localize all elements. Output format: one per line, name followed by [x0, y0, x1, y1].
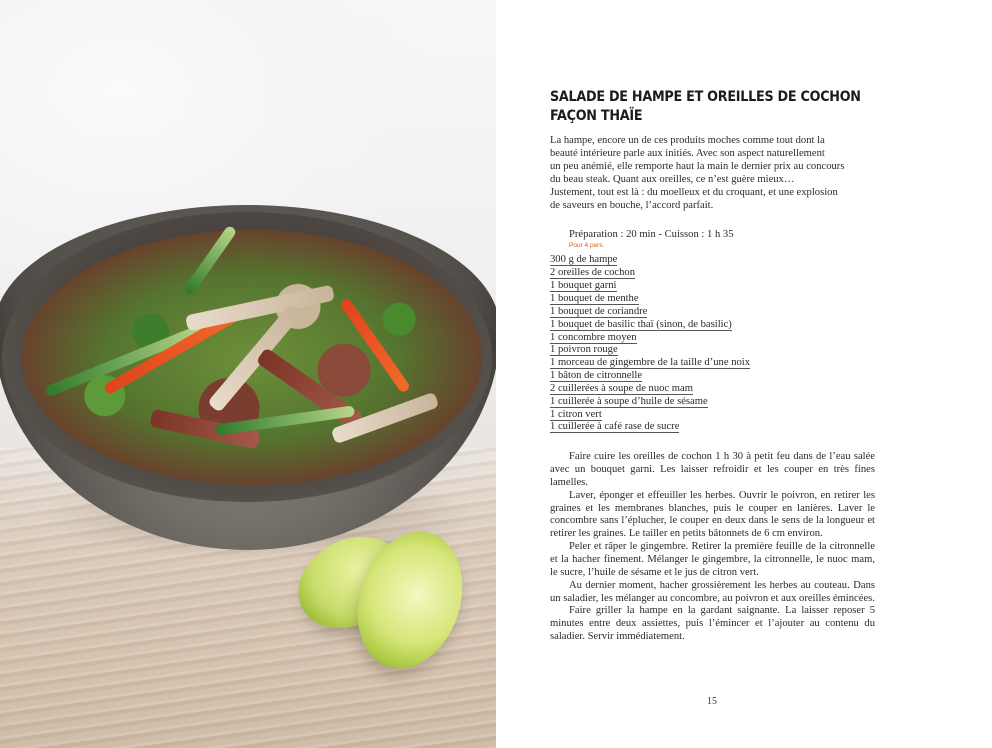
ingredient-link[interactable]: 2 oreilles de cochon — [550, 267, 636, 279]
ingredient-item[interactable] — [550, 383, 875, 396]
intro-line: beauté intérieure parle aux initiés. Avec son aspect naturellement — [550, 147, 825, 159]
intro-line: Justement, tout est là : du moelleux et du croquant, et une explosion — [550, 186, 838, 198]
intro-line: de saveurs en bouche, l’accord parfait. — [550, 199, 714, 211]
ingredient-link[interactable]: 2 cuillerées à soupe de nuoc mam — [550, 382, 693, 394]
ingredient-link[interactable]: 1 citron vert — [550, 408, 602, 420]
ingredient-item[interactable] — [550, 319, 875, 332]
recipe-intro — [550, 135, 875, 212]
ingredient-item[interactable] — [550, 293, 875, 306]
ingredient-link[interactable]: 1 morceau de gingembre de la taille d’une noix — [550, 357, 751, 369]
ingredient-item[interactable] — [550, 267, 875, 280]
ingredient-link[interactable]: 1 bouquet garni — [550, 280, 617, 292]
ingredient-link[interactable]: 1 cuillerée à café rase de sucre — [550, 421, 680, 433]
ingredient-link[interactable]: 1 concombre moyen — [550, 331, 637, 343]
step-paragraph: Peler et râper le gingembre. Retirer la première feuille de la citronnelle et la hacher finement. Mélanger le gingembre, la citronnelle, le nuoc mam, le sucre, l’huile de sésame et le jus de citron vert. — [550, 541, 875, 578]
ingredient-link[interactable]: 1 bouquet de coriandre — [550, 305, 648, 317]
ingredient-link[interactable]: 1 bâton de citronnelle — [550, 370, 643, 382]
ingredient-item[interactable] — [550, 280, 875, 293]
ingredient-item[interactable] — [550, 421, 875, 434]
step-paragraph: Faire griller la hampe en la gardant saignante. La laisser reposer 5 minutes entre deux assiettes, puis l’émincer et l’ajouter au contenu du saladier. Servir immédiatement. — [550, 605, 875, 643]
servings: Pour 4 pers. — [569, 242, 605, 250]
page-number: 15 — [707, 696, 717, 707]
step-paragraph: Au dernier moment, hacher grossièrement les herbes au couteau. Dans un saladier, les mélanger au concombre, au poivron et aux oreilles émincées. — [550, 579, 875, 604]
ingredient-item[interactable] — [550, 396, 875, 409]
ingredient-link[interactable]: 1 poivron rouge — [550, 344, 618, 356]
step-paragraph: Faire cuire les oreilles de cochon 1 h 30 à petit feu dans de l’eau salée avec un bouquet garni. Les laisser refroidir et les couper en très fines lamelles. — [550, 451, 875, 488]
prep-time: Préparation : 20 min - Cuisson : 1 h 35 — [569, 229, 734, 241]
ingredient-link[interactable]: 300 g de hampe — [550, 254, 618, 266]
intro-line: un peu anémié, elle remporte haut la main le dernier prix au concours — [550, 160, 845, 172]
ingredient-link[interactable]: 1 cuillerée à soupe d’huile de sésame — [550, 395, 708, 407]
recipe-title: SALADE DE HAMPE ET OREILLES DE COCHON FAÇON THAÏE — [550, 89, 861, 124]
ingredient-item[interactable] — [550, 409, 875, 422]
recipe-steps — [550, 451, 875, 644]
ingredient-link[interactable]: 1 bouquet de menthe — [550, 292, 639, 304]
intro-line: La hampe, encore un de ces produits moches comme tout dont la — [550, 135, 825, 146]
recipe-page — [550, 88, 875, 644]
step-paragraph: Laver, éponger et effeuiller les herbes. Ouvrir le poivron, en retirer les graines et les membranes blanches, puis le couper en lanières. Laver le concombre sans l’éplucher, le couper en deux dans le sens de la longueur et retirer les graines. Le tailler en petits bâtonnets de 6 cm environ. — [550, 489, 875, 540]
ingredient-list — [550, 254, 875, 434]
ingredient-item[interactable] — [550, 254, 875, 267]
ingredient-item[interactable] — [550, 306, 875, 319]
ingredient-item[interactable] — [550, 344, 875, 357]
ingredient-item[interactable] — [550, 357, 875, 370]
ingredient-link[interactable]: 1 bouquet de basilic thaï (sinon, de basilic) — [550, 318, 732, 330]
intro-line: du beau steak. Quant aux oreilles, ce n’est guère mieux… — [550, 173, 795, 185]
ingredient-item[interactable] — [550, 370, 875, 383]
ingredient-item[interactable] — [550, 332, 875, 345]
